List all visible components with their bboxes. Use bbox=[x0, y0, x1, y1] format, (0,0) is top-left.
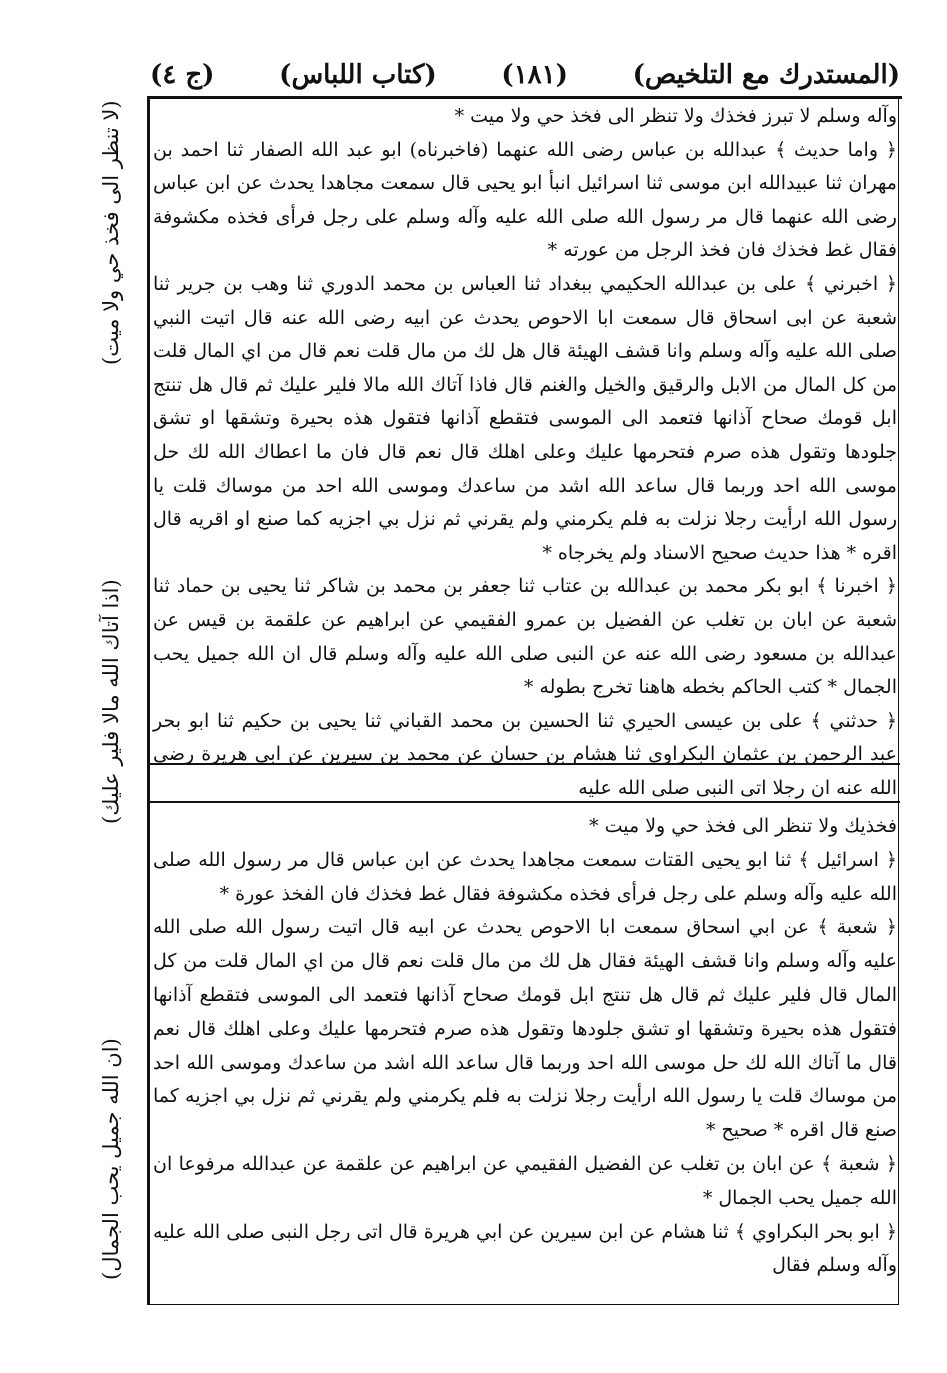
margin-note: (ان الله جميل يحب الجمال) bbox=[99, 1038, 123, 1280]
section-divider bbox=[150, 763, 900, 765]
chapter-title: (كتاب اللباس) bbox=[279, 60, 437, 90]
talkhis-paragraph: ﴿ اسرائيل ﴾ ثنا ابو يحيى القتات سمعت مجاهدا يحدث عن ابن عباس قال مر رسول الله صلى الله عليه وآله وسلم على رجل فرأى فخذه مكشوفة فقال غط فخذك فان الفخذ عورة * bbox=[153, 848, 897, 905]
running-head-book: (المستدرك مع التلخيص) bbox=[632, 60, 900, 90]
section-divider bbox=[150, 801, 900, 803]
volume-label: (ج ٤) bbox=[150, 60, 215, 90]
margin-note: (لا تنظر الى فخذ حي ولا ميت) bbox=[99, 100, 123, 365]
talkhis-text-block bbox=[153, 810, 897, 1283]
main-paragraph: ﴿ اخبرني ﴾ على بن عبدالله الحكيمي ببغداد ثنا العباس بن محمد الدوري ثنا وهب بن جرير ثنا شعبة عن ابى اسحاق قال سمعت ابا الاحوص يحدث عن ابيه رضى الله عنه قال اتيت النبي صلى الله عليه وآله وسلم وانا قشف الهيئة قال هل لك من مال قلت نعم قال من اي المال قلت من كل المال من الابل والرقيق والخيل والغنم قال فاذا آتاك الله مالا فلير عليك ثم قال هل تنتج ابل قومك صحاح آذانها فتعمد الى الموسى فتقطع آذانها فتقول هذه بحيرة وتشقها او تشق جلودها وتقول هذه صرم فتحرمها عليك وعلى اهلك قال نعم قال فان ما اعطاك الله لك حل موسى الله احد وربما قال ساعد الله اشد من ساعدك وموسى الله احد من موساك قلت يا رسول الله ارأيت رجلا نزلت به فلم يكرمني ولم يقرني ثم نزل بي اجزيه كما صنع او اقريه قال اقره * هذا حديث صحيح الاسناد ولم يخرجاه * bbox=[153, 272, 897, 564]
main-paragraph: ﴿ اخبرنا ﴾ ابو بكر محمد بن عبدالله بن عتاب ثنا جعفر بن محمد بن شاكر ثنا يحيى بن حماد ثنا شعبة عن ابان بن تغلب عن الفضيل بن عمرو الفقيمي عن ابراهيم عن علقمة بن قيس عن عبدالله بن مسعود رضى الله عنه عن النبى صلى الله عليه وآله وسلم قال ان الله جميل يحب الجمال * كتب الحاكم بخطه هاهنا تخرج بطوله * bbox=[153, 575, 897, 699]
main-text-block bbox=[153, 100, 897, 805]
page-number: (١٨١) bbox=[501, 60, 568, 90]
talkhis-paragraph: ﴿ ابو بحر البكراوي ﴾ ثنا هشام عن ابن سيرين عن ابي هريرة قال اتى رجل النبى صلى الله عليه وآله وسلم فقال bbox=[153, 1220, 897, 1277]
talkhis-paragraph: ﴿ شعبة ﴾ عن ابان بن تغلب عن الفضيل الفقيمي عن ابراهيم عن علقمة عن عبدالله مرفوعا ان الله جميل يحب الجمال * bbox=[153, 1152, 897, 1209]
main-paragraph: ﴿ حدثني ﴾ على بن عيسى الحيري ثنا الحسين بن محمد القباني ثنا يحيى بن حكيم ثنا ابو بحر عبد الرحمن بن عثمان البكراوي ثنا هشام بن حسان عن محمد بن سيرين عن ابى هريرة رضى الله عنه ان رجلا اتى النبى صلى الله عليه bbox=[153, 709, 897, 799]
main-paragraph: ﴿ واما حديث ﴾ عبدالله بن عباس رضى الله عنهما (فاخبرناه) ابو عبد الله الصفار ثنا احمد بن مهران ثنا عبيدالله ابن موسى ثنا اسرائيل انبأ ابو يحيى قال سمعت مجاهدا يحدث عن ابن عباس رضى الله عنهما قال مر رسول الله صلى الله عليه وآله وسلم على رجل فرأى فخذه مكشوفة فقال غط فخذك فان فخذ الرجل من عورته * bbox=[153, 138, 897, 262]
talkhis-paragraph: فخذيك ولا تنظر الى فخذ حي ولا ميت * bbox=[589, 815, 897, 837]
main-paragraph: وآله وسلم لا تبرز فخذك ولا تنظر الى فخذ حي ولا ميت * bbox=[454, 105, 897, 127]
margin-note: (اذا آتاك الله مالا فلير عليك) bbox=[99, 579, 123, 824]
margin-notes bbox=[76, 100, 146, 1280]
page-header bbox=[150, 52, 900, 98]
talkhis-paragraph: ﴿ شعبة ﴾ عن ابي اسحاق سمعت ابا الاحوص يحدث عن ابيه قال اتيت رسول الله صلى الله عليه وآله وسلم وانا قشف الهيئة فقال هل لك من مال قلت نعم قال من اي المال قلت من كل المال قال فلير عليك ثم قال هل تنتج ابل قومك صحاح آذانها فتعمد الى الموسى فتقطع آذانها فتقول هذه بحيرة وتشقها او تشق جلودها وتقول هذه صرم فتحرمها عليك وعلى اهلك قال نعم قال ما آتاك الله لك حل موسى الله احد وربما قال ساعد الله اشد من ساعدك وموسى الله احد من موساك قلت يا رسول الله ارأيت رجلا نزلت به فلم يكرمني ولم يقرني ثم نزل بي اجزيه كما صنع قال اقره * صحيح * bbox=[153, 916, 897, 1142]
